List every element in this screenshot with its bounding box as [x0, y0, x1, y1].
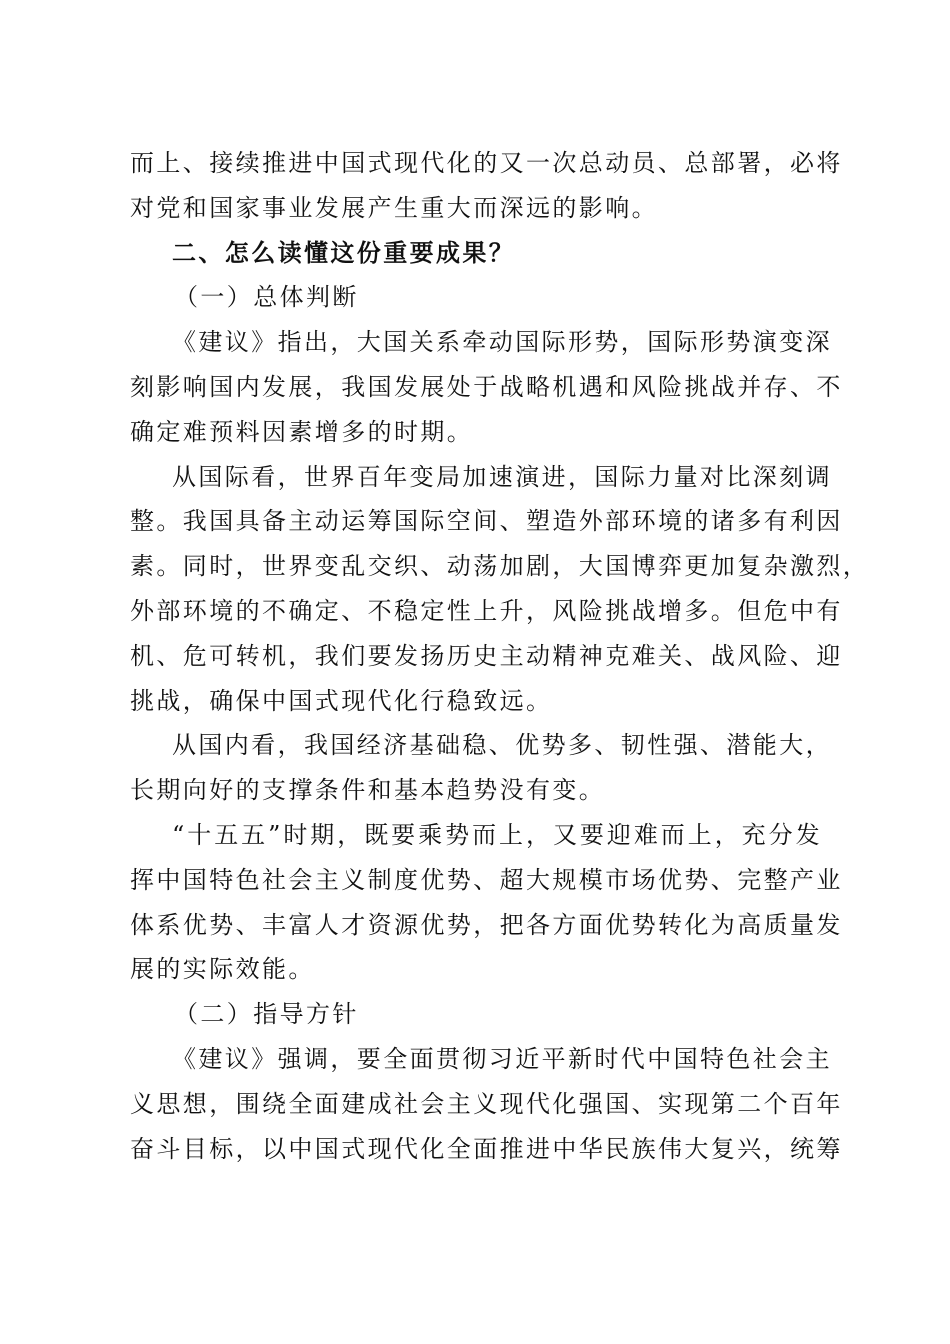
paragraph-line: 从国内看，我国经济基础稳、优势多、韧性强、潜能大，: [172, 731, 832, 760]
paragraph-line: 从国际看，世界百年变局加速演进，国际力量对比深刻调: [172, 462, 832, 491]
paragraph-line: 义思想，围绕全面建成社会主义现代化强国、实现第二个百年: [130, 1089, 843, 1118]
subsection-heading: （二）指导方针: [174, 1000, 359, 1029]
paragraph-line: 挥中国特色社会主义制度优势、超大规模市场优势、完整产业: [130, 865, 843, 894]
paragraph-line: 确定难预料因素增多的时期。: [130, 417, 474, 446]
paragraph-line: 整。我国具备主动运筹国际空间、塑造外部环境的诸多有利因: [130, 507, 843, 536]
paragraph-line: 机、危可转机，我们要发扬历史主动精神克难关、战风险、迎: [130, 641, 843, 670]
paragraph-line: 素。同时，世界变乱交织、动荡加剧，大国博弈更加复杂激烈，: [130, 552, 870, 581]
paragraph-line: 而上、接续推进中国式现代化的又一次总动员、总部署，必将: [130, 149, 843, 177]
paragraph-line: “十五五”时期，既要乘势而上，又要迎难而上，充分发: [172, 820, 822, 849]
paragraph-line: 奋斗目标，以中国式现代化全面推进中华民族伟大复兴，统筹: [130, 1134, 843, 1163]
paragraph-line: 外部环境的不确定、不稳定性上升，风险挑战增多。但危中有: [130, 596, 843, 625]
paragraph-line: 体系优势、丰富人才资源优势，把各方面优势转化为高质量发: [130, 910, 843, 939]
paragraph-line: 《建议》指出，大国关系牵动国际形势，国际形势演变深: [172, 328, 832, 357]
document-page: [130, 141, 870, 1171]
paragraph-line: 长期向好的支撑条件和基本趋势没有变。: [130, 776, 606, 805]
paragraph-line: 挑战，确保中国式现代化行稳致远。: [130, 686, 553, 715]
paragraph-line: 刻影响国内发展，我国发展处于战略机遇和风险挑战并存、不: [130, 372, 843, 401]
paragraph-line: 《建议》强调，要全面贯彻习近平新时代中国特色社会主: [172, 1044, 832, 1073]
paragraph-line: 对党和国家事业发展产生重大而深远的影响。: [130, 193, 658, 222]
section-heading: 二、怎么读懂这份重要成果？: [172, 238, 516, 267]
paragraph-line: 展的实际效能。: [130, 955, 315, 984]
subsection-heading: （一）总体判断: [174, 283, 359, 312]
